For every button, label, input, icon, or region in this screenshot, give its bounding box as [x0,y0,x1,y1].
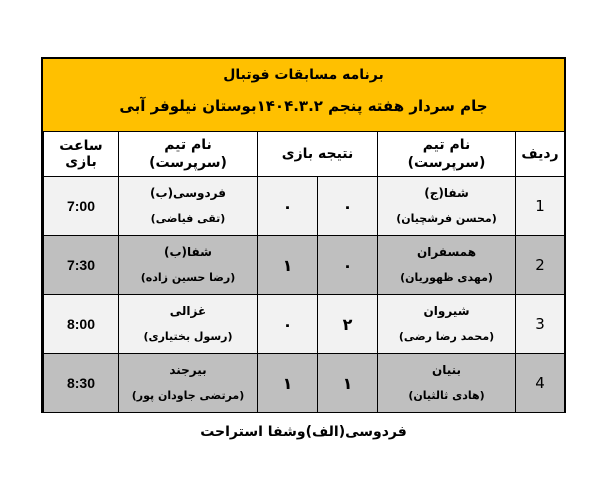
team-1-cell [378,177,516,236]
header-time: ساعت بازی [44,132,119,177]
team-1-name: همسفران [416,245,477,259]
table-row [44,354,565,413]
row-number: 2 [516,236,565,295]
match-table [43,131,565,413]
team-2-name: غزالی [169,304,207,318]
header-row-number: ردیف [516,132,565,177]
match-time: 8:30 [44,354,119,413]
team-1-cell [378,295,516,354]
team-2-score: ۱ [258,236,318,295]
team-2-score: ۱ [258,354,318,413]
header-result: نتیجه بازی [258,132,378,177]
row-number: 3 [516,295,565,354]
team-1-coach: (مهدی ظهوریان) [400,271,493,284]
team-1-score: ۰ [318,236,378,295]
team-1-cell [378,354,516,413]
row-number: 1 [516,177,565,236]
team-2-cell [119,236,258,295]
title-line-1: برنامه مسابقات فوتبال [223,67,384,83]
team-1-coach: (هادی ثالثیان) [408,389,485,402]
team-1-name: بنیان [431,363,462,377]
header-team-2 [119,132,258,177]
team-2-score: ۰ [258,295,318,354]
team-2-coach: (مرتضی جاودان پور) [131,389,245,402]
team-1-name: شفا(ج) [424,186,469,200]
team-1-coach: (محسن فرشچیان) [396,212,497,225]
title-banner [43,59,564,133]
team-2-coach: (رضا حسین زاده) [140,271,236,284]
table-row [44,177,565,236]
schedule-sheet [41,57,566,413]
team-2-score: ۰ [258,177,318,236]
team-2-name: فردوسی(ب) [150,186,226,200]
match-time: 7:00 [44,177,119,236]
team-2-cell [119,177,258,236]
row-number: 4 [516,354,565,413]
header-team-1-name: نام تیم [422,137,471,153]
team-2-cell [119,295,258,354]
match-time: 7:30 [44,236,119,295]
header-team-1-coach: (سرپرست) [407,155,486,171]
team-2-name: شفا(ب) [164,245,212,259]
table-row [44,295,565,354]
header-team-2-name: نام تیم [164,137,212,153]
team-1-score: ۲ [318,295,378,354]
title-line-2: جام سردار هفته پنجم ۱۴۰۴.۳.۲بوستان نیلوفر آبی [119,97,488,115]
team-1-coach: (محمد رضا رضی) [398,330,495,343]
team-1-name: شیروان [423,304,470,318]
team-2-coach: (تقی فیاضی) [150,212,226,225]
team-2-coach: (رسول بختیاری) [143,330,233,343]
table-row [44,236,565,295]
match-time: 8:00 [44,295,119,354]
table-header [44,132,565,177]
team-1-cell [378,236,516,295]
rest-note: فردوسی(الف)وشفا استراحت [200,424,407,440]
team-1-score: ۱ [318,354,378,413]
header-team-2-coach: (سرپرست) [149,155,227,171]
team-1-score: ۰ [318,177,378,236]
header-team-1 [378,132,516,177]
team-2-cell [119,354,258,413]
team-2-name: بیرجند [169,363,207,377]
